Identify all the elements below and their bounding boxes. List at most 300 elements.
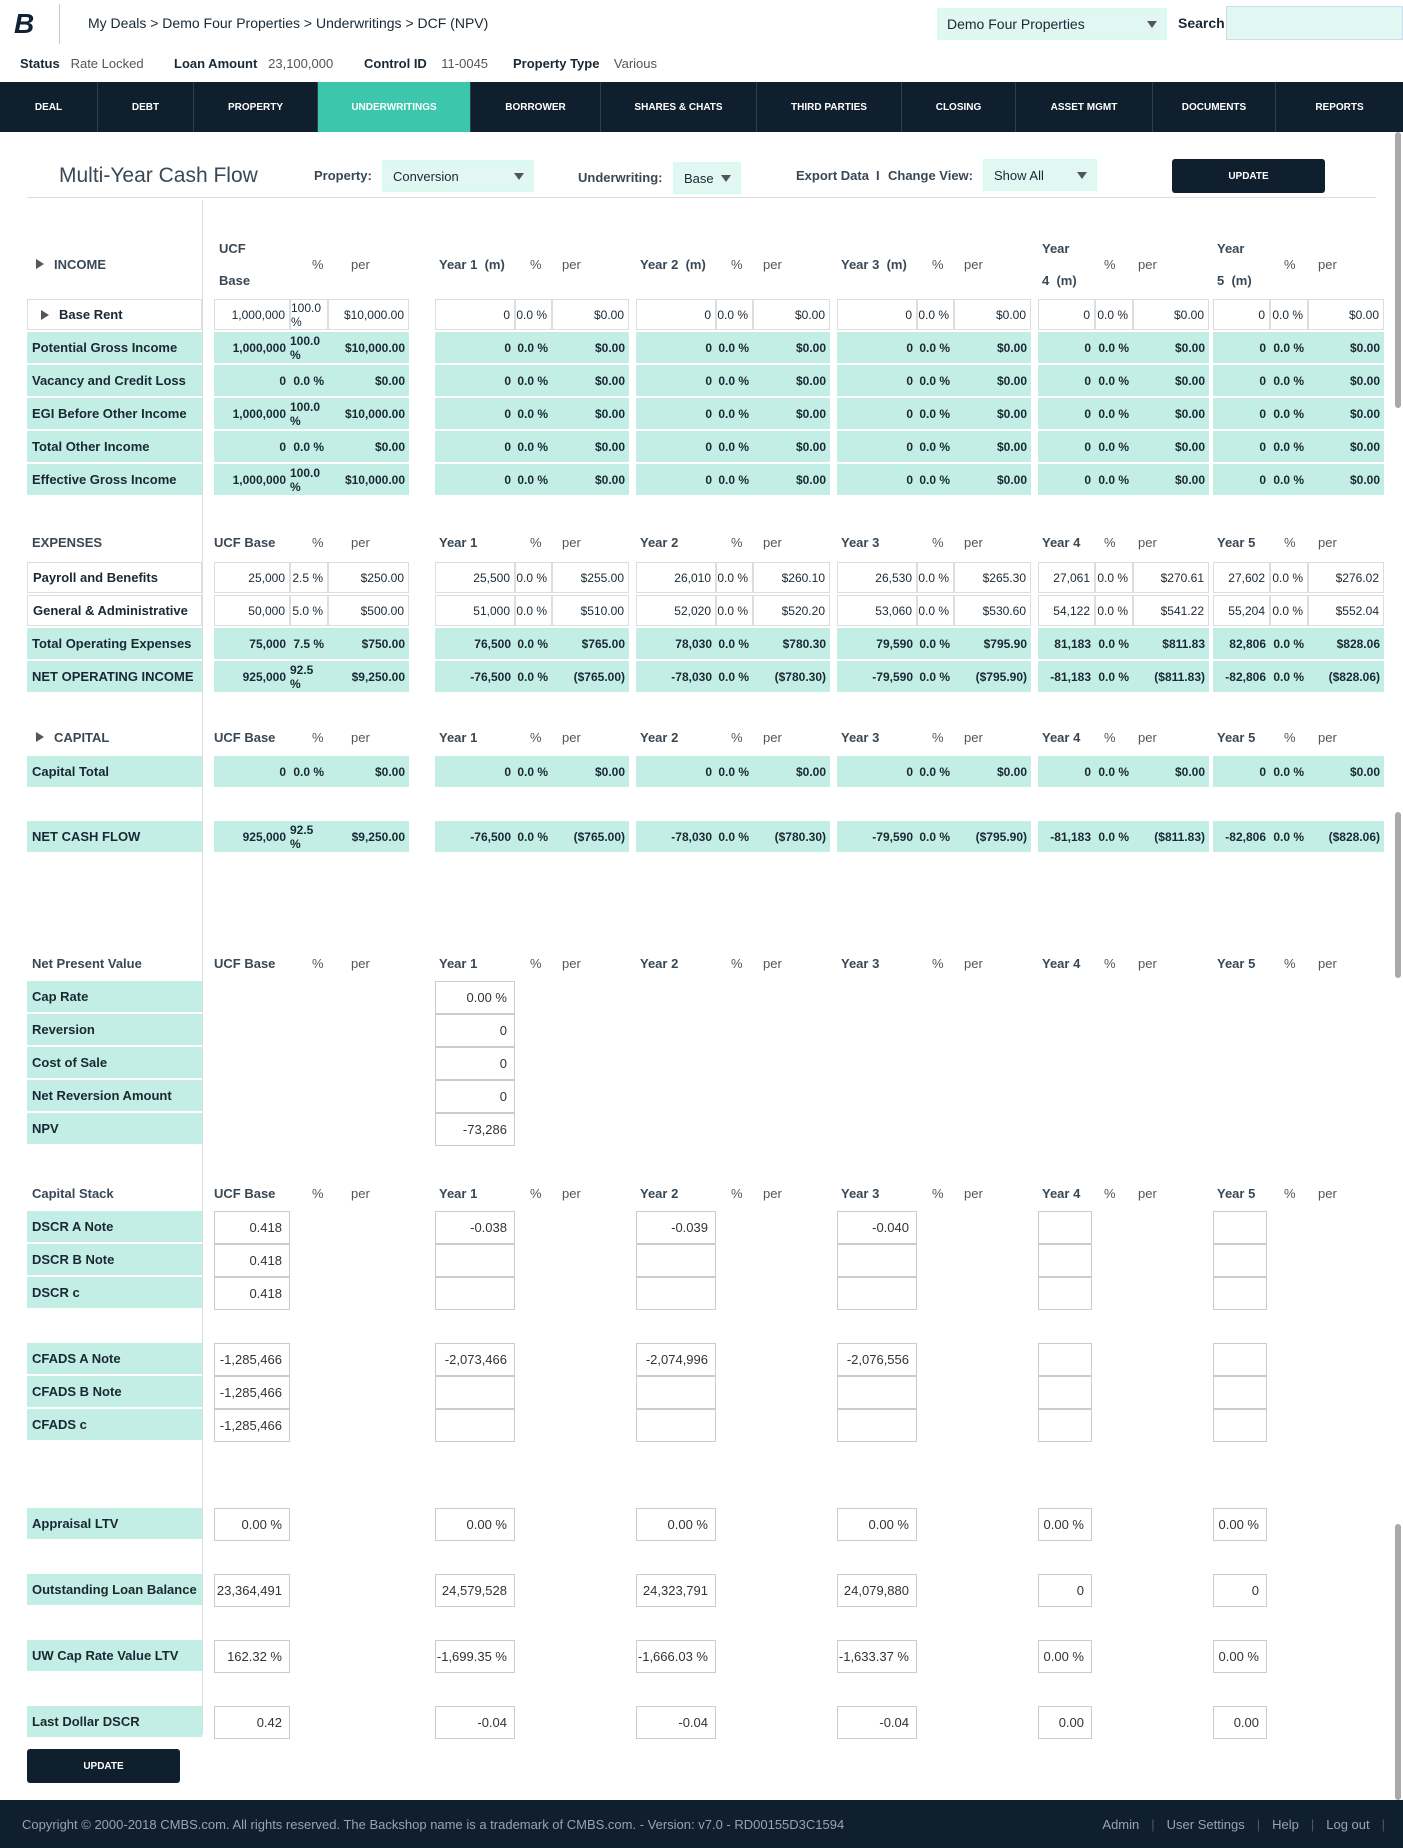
pct-header: % xyxy=(932,257,944,272)
stack-input[interactable] xyxy=(1038,1277,1092,1310)
value-cell: 0.0 % xyxy=(515,821,552,852)
value-cell: -79,590 xyxy=(837,661,917,692)
value-cell[interactable]: 0.0 % xyxy=(716,299,753,330)
deal-property-select-value: Demo Four Properties xyxy=(947,16,1085,32)
copyright-text: Copyright © 2000-2018 CMBS.com. All rights reserved. The Backshop name is a trademark of CMBS.com. - Version: v7.0 - RD00155D3C1594 xyxy=(22,1817,845,1832)
row-label: Capital Total xyxy=(27,756,202,787)
row-label: Net Reversion Amount xyxy=(27,1080,202,1111)
tab-third-parties[interactable]: THIRD PARTIES xyxy=(757,82,902,132)
value-cell: 0 xyxy=(214,365,290,396)
stack-input[interactable] xyxy=(435,1244,515,1277)
value-cell[interactable]: $265.30 xyxy=(954,562,1031,593)
footer-link-user-settings[interactable]: User Settings xyxy=(1166,1817,1245,1832)
per-header: per xyxy=(1318,257,1337,272)
value-cell: $9,250.00 xyxy=(328,821,409,852)
value-cell: 0.0 % xyxy=(1270,464,1308,495)
value-cell: 0 xyxy=(636,365,716,396)
column-header: Year 5 xyxy=(1217,730,1256,745)
year-unit: (m) xyxy=(1056,273,1077,288)
pct-header: % xyxy=(1104,956,1116,971)
value-cell: 0.0 % xyxy=(917,398,954,429)
divider xyxy=(202,200,203,1735)
value-cell: $0.00 xyxy=(1308,365,1384,396)
value-cell[interactable]: 0.0 % xyxy=(1095,299,1133,330)
value-cell[interactable]: 0.0 % xyxy=(515,595,552,626)
value-cell: 0 xyxy=(214,431,290,462)
value-cell[interactable]: $520.20 xyxy=(753,595,830,626)
stack-input[interactable]: 0.418 xyxy=(214,1244,290,1277)
tab-underwritings[interactable]: UNDERWRITINGS xyxy=(318,82,471,132)
year-header: Year xyxy=(1042,241,1070,256)
pct-header: % xyxy=(1284,956,1296,971)
value-cell: $9,250.00 xyxy=(328,661,409,692)
stack-input[interactable]: -0.038 xyxy=(435,1211,515,1244)
pct-header: % xyxy=(530,1186,542,1201)
stack-input[interactable]: -1,285,466 xyxy=(214,1409,290,1442)
value-cell[interactable]: $0.00 xyxy=(552,299,629,330)
value-cell: 0 xyxy=(1213,431,1270,462)
value-cell[interactable]: 27,061 xyxy=(1038,562,1095,593)
value-cell[interactable]: 0 xyxy=(636,299,716,330)
stack-input[interactable] xyxy=(837,1244,917,1277)
stack-input[interactable]: -1,285,466 xyxy=(214,1376,290,1409)
row-label: UW Cap Rate Value LTV xyxy=(27,1640,202,1671)
column-header: Year 4 xyxy=(1042,1186,1081,1201)
value-cell: 0.0 % xyxy=(716,628,753,659)
metric-input[interactable]: -0.04 xyxy=(636,1706,716,1739)
metric-input[interactable]: 0 xyxy=(1213,1574,1267,1607)
metric-input[interactable]: 162.32 % xyxy=(214,1640,290,1673)
value-cell: 92.5 % xyxy=(290,661,328,692)
value-cell: $765.00 xyxy=(552,628,629,659)
npv-input[interactable]: 0 xyxy=(435,1080,515,1113)
pct-header: % xyxy=(1104,257,1116,272)
value-cell[interactable]: $510.00 xyxy=(552,595,629,626)
value-cell: 82,806 xyxy=(1213,628,1270,659)
value-cell: 78,030 xyxy=(636,628,716,659)
value-cell[interactable]: 0 xyxy=(837,299,917,330)
value-cell[interactable]: $0.00 xyxy=(1133,299,1209,330)
per-header: per xyxy=(763,257,782,272)
tab-closing[interactable]: CLOSING xyxy=(902,82,1016,132)
pct-header: % xyxy=(530,956,542,971)
value-cell: 0 xyxy=(1038,464,1095,495)
value-cell[interactable]: 54,122 xyxy=(1038,595,1095,626)
metric-input[interactable]: 0.00 % xyxy=(214,1508,290,1541)
value-cell: 0.0 % xyxy=(1095,756,1133,787)
property-select-value: Conversion xyxy=(393,169,459,184)
value-cell[interactable]: 0.0 % xyxy=(917,562,954,593)
value-cell: 0.0 % xyxy=(1095,431,1133,462)
property-label: Property: xyxy=(314,168,372,183)
separator: | xyxy=(1256,1817,1261,1832)
value-cell: $0.00 xyxy=(1308,756,1384,787)
income-title: INCOME xyxy=(54,257,106,272)
pct-header: % xyxy=(1284,730,1296,745)
year-header xyxy=(439,257,505,272)
stack-input[interactable]: 0.418 xyxy=(214,1277,290,1310)
metric-input[interactable]: 24,579,528 xyxy=(435,1574,515,1607)
status-value: Rate Locked xyxy=(70,56,144,71)
value-cell: $0.00 xyxy=(954,398,1031,429)
per-header: per xyxy=(964,956,983,971)
metric-input[interactable]: 24,323,791 xyxy=(636,1574,716,1607)
value-cell: 0.0 % xyxy=(515,398,552,429)
tab-deal[interactable]: DEAL xyxy=(0,82,98,132)
value-cell: 0 xyxy=(214,756,290,787)
stack-input[interactable]: -1,285,466 xyxy=(214,1343,290,1376)
value-cell: 0.0 % xyxy=(1095,661,1133,692)
metric-input[interactable]: 0.00 % xyxy=(1038,1508,1092,1541)
stack-input[interactable] xyxy=(1038,1376,1092,1409)
value-cell[interactable]: 51,000 xyxy=(435,595,515,626)
value-cell: 0.0 % xyxy=(1095,332,1133,363)
value-cell[interactable]: 0.0 % xyxy=(917,595,954,626)
expand-triangle-icon xyxy=(36,732,44,742)
value-cell: 0 xyxy=(1213,365,1270,396)
per-header: per xyxy=(1138,956,1157,971)
column-header: UCF Base xyxy=(214,730,276,745)
per-header: per xyxy=(351,257,370,272)
value-cell: 0.0 % xyxy=(515,365,552,396)
metric-input[interactable]: 0.00 xyxy=(1213,1706,1267,1739)
value-cell[interactable]: 0.0 % xyxy=(716,562,753,593)
value-cell: 0.0 % xyxy=(1095,821,1133,852)
value-cell: $0.00 xyxy=(552,365,629,396)
stack-input[interactable] xyxy=(1213,1343,1267,1376)
bottom-update-button[interactable]: UPDATE xyxy=(27,1749,180,1783)
value-cell: 0.0 % xyxy=(515,756,552,787)
metric-input[interactable]: 0.00 % xyxy=(435,1508,515,1541)
value-cell[interactable]: 0 xyxy=(1213,299,1270,330)
row-label[interactable] xyxy=(27,299,202,330)
pct-header: % xyxy=(530,730,542,745)
value-cell[interactable]: 0.0 % xyxy=(515,562,552,593)
value-cell: $0.00 xyxy=(1133,464,1209,495)
value-cell[interactable]: $0.00 xyxy=(954,299,1031,330)
stack-input[interactable]: -2,076,556 xyxy=(837,1343,917,1376)
row-label: Appraisal LTV xyxy=(27,1508,202,1539)
value-cell[interactable]: 100.0 % xyxy=(290,299,328,330)
metric-input[interactable]: 23,364,491 xyxy=(214,1574,290,1607)
value-cell: $0.00 xyxy=(328,431,409,462)
tab-debt[interactable]: DEBT xyxy=(98,82,194,132)
app-logo[interactable]: B xyxy=(14,8,35,39)
per-header: per xyxy=(351,535,370,550)
value-cell[interactable]: 0.0 % xyxy=(716,595,753,626)
value-cell[interactable]: 55,204 xyxy=(1213,595,1270,626)
value-cell[interactable]: 25,500 xyxy=(435,562,515,593)
pct-header: % xyxy=(1284,1186,1296,1201)
export-data-link[interactable]: Export Data xyxy=(796,168,869,183)
stack-input[interactable] xyxy=(435,1409,515,1442)
scrollbar[interactable] xyxy=(1395,812,1401,978)
stack-input[interactable]: -0.040 xyxy=(837,1211,917,1244)
value-cell[interactable]: 50,000 xyxy=(214,595,290,626)
value-cell[interactable]: $10,000.00 xyxy=(328,299,409,330)
value-cell: $0.00 xyxy=(954,756,1031,787)
value-cell[interactable]: $250.00 xyxy=(328,562,409,593)
underwriting-select[interactable] xyxy=(673,162,741,194)
metric-input[interactable]: 0.00 % xyxy=(1038,1640,1092,1673)
metric-input[interactable]: -1,633.37 % xyxy=(837,1640,917,1673)
metric-input[interactable]: 0.00 % xyxy=(1213,1640,1267,1673)
income-section-title[interactable] xyxy=(36,257,106,272)
stack-input[interactable] xyxy=(837,1409,917,1442)
column-header: Year 3 xyxy=(841,730,880,745)
value-cell[interactable]: $530.60 xyxy=(954,595,1031,626)
value-cell: 0.0 % xyxy=(290,365,328,396)
column-header: Year 4 xyxy=(1042,730,1081,745)
stack-input[interactable] xyxy=(1213,1277,1267,1310)
tab-reports[interactable]: REPORTS xyxy=(1315,101,1364,113)
stack-input[interactable]: -2,073,466 xyxy=(435,1343,515,1376)
pct-header: % xyxy=(312,1186,324,1201)
value-cell: 0 xyxy=(1213,398,1270,429)
column-header: Year 1 xyxy=(439,956,478,971)
metric-input[interactable]: 24,079,880 xyxy=(837,1574,917,1607)
per-header: per xyxy=(964,730,983,745)
column-header: Year 3 xyxy=(841,1186,880,1201)
capital-stack-title: Capital Stack xyxy=(32,1186,114,1201)
value-cell[interactable]: $270.61 xyxy=(1133,562,1209,593)
value-cell[interactable]: 26,010 xyxy=(636,562,716,593)
value-cell: 0.0 % xyxy=(1270,756,1308,787)
change-view-label: Change View: xyxy=(888,168,974,183)
pct-header: % xyxy=(731,257,743,272)
metric-input[interactable]: 0.00 % xyxy=(1213,1508,1267,1541)
value-cell[interactable]: 0.0 % xyxy=(1270,299,1308,330)
view-select[interactable] xyxy=(983,159,1097,191)
year-label: Year 2 xyxy=(640,257,679,272)
value-cell[interactable]: 52,020 xyxy=(636,595,716,626)
stack-input[interactable] xyxy=(1038,1343,1092,1376)
expenses-section-title: EXPENSES xyxy=(32,535,103,550)
metric-input[interactable]: -0.04 xyxy=(435,1706,515,1739)
value-cell[interactable]: 0.0 % xyxy=(1270,595,1308,626)
value-cell[interactable]: $260.10 xyxy=(753,562,830,593)
value-cell: 0.0 % xyxy=(1095,365,1133,396)
value-cell: 0 xyxy=(1038,332,1095,363)
npv-input[interactable]: -73,286 xyxy=(435,1113,515,1146)
chevron-down-icon xyxy=(1077,172,1087,179)
value-cell[interactable]: $276.02 xyxy=(1308,562,1384,593)
pct-header: % xyxy=(932,535,944,550)
stack-input[interactable] xyxy=(636,1376,716,1409)
value-cell[interactable]: 0 xyxy=(435,299,515,330)
property-select[interactable] xyxy=(382,160,534,192)
search-input[interactable] xyxy=(1226,6,1403,40)
npv-input[interactable]: 0.00 % xyxy=(435,981,515,1014)
pct-header: % xyxy=(530,535,542,550)
value-cell: 0.0 % xyxy=(515,431,552,462)
value-cell: 0.0 % xyxy=(716,332,753,363)
per-header: per xyxy=(562,1186,581,1201)
value-cell[interactable]: 2.5 % xyxy=(290,562,328,593)
value-cell: $0.00 xyxy=(954,431,1031,462)
stack-input[interactable] xyxy=(435,1277,515,1310)
footer xyxy=(0,1800,1403,1848)
value-cell: $0.00 xyxy=(328,756,409,787)
scrollbar[interactable] xyxy=(1395,132,1401,408)
loan-amount-value: 23,100,000 xyxy=(268,56,334,71)
footer-link-admin[interactable]: Admin xyxy=(1102,1817,1140,1832)
value-cell: $0.00 xyxy=(753,398,830,429)
tab-shares-chats[interactable]: SHARES & CHATS xyxy=(601,82,757,132)
value-cell[interactable]: 26,530 xyxy=(837,562,917,593)
value-cell[interactable]: 25,000 xyxy=(214,562,290,593)
capital-title: CAPITAL xyxy=(54,730,110,745)
value-cell: -82,806 xyxy=(1213,661,1270,692)
value-cell: 0.0 % xyxy=(515,628,552,659)
stack-input[interactable] xyxy=(1038,1244,1092,1277)
value-cell: $10,000.00 xyxy=(328,464,409,495)
value-cell: 0.0 % xyxy=(716,365,753,396)
pct-header: % xyxy=(1104,535,1116,550)
value-cell: $780.30 xyxy=(753,628,830,659)
pct-header: % xyxy=(530,257,542,272)
stack-input[interactable] xyxy=(1213,1409,1267,1442)
value-cell[interactable]: 5.0 % xyxy=(290,595,328,626)
pct-header: % xyxy=(1104,1186,1116,1201)
value-cell[interactable]: 1,000,000 xyxy=(214,299,290,330)
value-cell: ($811.83) xyxy=(1133,821,1209,852)
row-label: NPV xyxy=(27,1113,202,1144)
metric-input[interactable]: 0 xyxy=(1038,1574,1092,1607)
tab-asset-mgmt[interactable]: ASSET MGMT xyxy=(1016,82,1153,132)
year-label: 4 xyxy=(1042,273,1050,288)
value-cell: 0 xyxy=(435,398,515,429)
tab-property[interactable]: PROPERTY xyxy=(194,82,318,132)
value-cell: 0.0 % xyxy=(917,464,954,495)
stack-input[interactable]: -2,074,996 xyxy=(636,1343,716,1376)
stack-input[interactable] xyxy=(1038,1211,1092,1244)
status-label: Status xyxy=(20,56,60,71)
column-header: UCF Base xyxy=(214,535,276,550)
value-cell: 1,000,000 xyxy=(214,464,290,495)
value-cell[interactable]: $500.00 xyxy=(328,595,409,626)
value-cell[interactable]: 53,060 xyxy=(837,595,917,626)
value-cell[interactable]: $0.00 xyxy=(1308,299,1384,330)
row-label-text: Base Rent xyxy=(59,307,123,322)
pct-header: % xyxy=(932,956,944,971)
year-unit: (m) xyxy=(484,257,505,272)
stack-input[interactable] xyxy=(1038,1409,1092,1442)
deal-property-select[interactable] xyxy=(937,8,1167,40)
column-header: Year 5 xyxy=(1217,956,1256,971)
value-cell[interactable]: $541.22 xyxy=(1133,595,1209,626)
metric-input[interactable]: 0.42 xyxy=(214,1706,290,1739)
stack-input[interactable]: -0.039 xyxy=(636,1211,716,1244)
value-cell[interactable]: 27,602 xyxy=(1213,562,1270,593)
row-label: Cost of Sale xyxy=(27,1047,202,1078)
stack-input[interactable] xyxy=(1213,1376,1267,1409)
npv-input[interactable]: 0 xyxy=(435,1014,515,1047)
value-cell: 0 xyxy=(435,332,515,363)
value-cell: -76,500 xyxy=(435,661,515,692)
stack-input[interactable] xyxy=(837,1277,917,1310)
column-header: Year 2 xyxy=(640,1186,679,1201)
view-select-value: Show All xyxy=(994,168,1044,183)
value-cell[interactable]: 0.0 % xyxy=(917,299,954,330)
stack-input[interactable] xyxy=(435,1376,515,1409)
value-cell: 0.0 % xyxy=(290,431,328,462)
value-cell: $0.00 xyxy=(328,365,409,396)
year-label: Year 3 xyxy=(841,257,880,272)
value-cell[interactable]: 0.0 % xyxy=(1095,595,1133,626)
value-cell: 0 xyxy=(1038,756,1095,787)
value-cell[interactable]: 0.0 % xyxy=(515,299,552,330)
metric-input[interactable]: 0.00 % xyxy=(837,1508,917,1541)
stack-input[interactable] xyxy=(1213,1211,1267,1244)
value-cell: 0 xyxy=(837,332,917,363)
breadcrumb[interactable]: My Deals > Demo Four Properties > Underwritings > DCF (NPV) xyxy=(88,15,489,31)
scrollbar[interactable] xyxy=(1395,1524,1401,1800)
per-header: per xyxy=(763,956,782,971)
value-cell: 79,590 xyxy=(837,628,917,659)
separator: | xyxy=(1310,1817,1315,1832)
per-header: per xyxy=(1318,956,1337,971)
metric-input[interactable]: 0.00 % xyxy=(636,1508,716,1541)
tab-borrower[interactable]: BORROWER xyxy=(471,82,601,132)
metric-input[interactable]: 0.00 xyxy=(1038,1706,1092,1739)
footer-link-help[interactable]: Help xyxy=(1272,1817,1299,1832)
value-cell[interactable]: $0.00 xyxy=(753,299,830,330)
stack-input[interactable] xyxy=(837,1376,917,1409)
capital-section-title[interactable] xyxy=(36,730,109,745)
column-header: Year 4 xyxy=(1042,956,1081,971)
value-cell: $10,000.00 xyxy=(328,332,409,363)
value-cell: 0.0 % xyxy=(716,756,753,787)
value-cell[interactable]: 0.0 % xyxy=(1270,562,1308,593)
value-cell[interactable]: 0 xyxy=(1038,299,1095,330)
value-cell: 0 xyxy=(636,398,716,429)
stack-input[interactable]: 0.418 xyxy=(214,1211,290,1244)
pct-header: % xyxy=(731,956,743,971)
value-cell[interactable]: $255.00 xyxy=(552,562,629,593)
stack-input[interactable] xyxy=(636,1409,716,1442)
tab-documents[interactable]: DOCUMENTS xyxy=(1153,82,1276,132)
value-cell[interactable]: $552.04 xyxy=(1308,595,1384,626)
pct-header: % xyxy=(1284,535,1296,550)
value-cell: $0.00 xyxy=(552,464,629,495)
metric-input[interactable]: -1,666.03 % xyxy=(636,1640,716,1673)
value-cell: -81,183 xyxy=(1038,661,1095,692)
update-button[interactable]: UPDATE xyxy=(1172,159,1325,193)
year-header xyxy=(640,257,706,272)
value-cell: 92.5 % xyxy=(290,821,328,852)
npv-input[interactable]: 0 xyxy=(435,1047,515,1080)
separator: I xyxy=(876,168,880,183)
metric-input[interactable]: -0.04 xyxy=(837,1706,917,1739)
value-cell: $0.00 xyxy=(552,332,629,363)
npv-section-title: Net Present Value xyxy=(32,956,142,971)
year-unit: (m) xyxy=(886,257,907,272)
control-id-value: 11-0045 xyxy=(441,56,489,71)
pct-header: % xyxy=(1284,257,1296,272)
value-cell[interactable]: 0.0 % xyxy=(1095,562,1133,593)
stack-input[interactable] xyxy=(1213,1244,1267,1277)
value-cell: $0.00 xyxy=(552,398,629,429)
row-label: Effective Gross Income xyxy=(27,464,202,495)
metric-input[interactable]: -1,699.35 % xyxy=(435,1640,515,1673)
footer-link-logout[interactable]: Log out xyxy=(1326,1817,1370,1832)
stack-input[interactable] xyxy=(636,1277,716,1310)
year-header xyxy=(841,257,907,272)
value-cell: 81,183 xyxy=(1038,628,1095,659)
row-label: EGI Before Other Income xyxy=(27,398,202,429)
stack-input[interactable] xyxy=(636,1244,716,1277)
